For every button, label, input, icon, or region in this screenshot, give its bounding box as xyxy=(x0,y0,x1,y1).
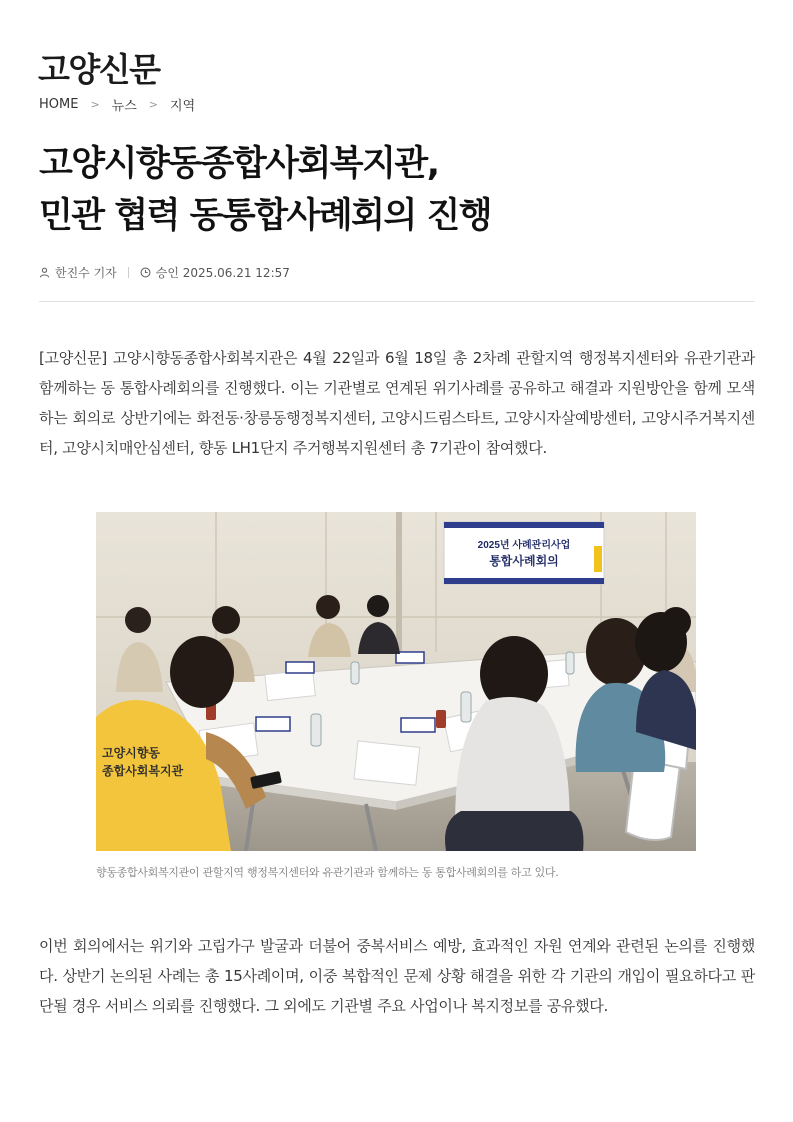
article-photo[interactable] xyxy=(96,512,696,851)
breadcrumb xyxy=(39,95,195,113)
banner-line-1: 2025년 사례관리사업 xyxy=(477,540,571,551)
meeting-photo-illustration xyxy=(96,512,696,851)
vest-print-line-2: 종합사회복지관 xyxy=(102,764,184,778)
article-paragraph-2: 이번 회의에서는 위기와 고립가구 발굴과 더불어 중복서비스 예방, 효과적인 자원 연계와 관련된 논의를 진행했다. 상반기 논의된 사례는 총 15사례이며, 이중 복합적인 문제 상황 해결을 위한 각 기관의 개입이 필요하다고 판단될 경우 서비스 의뢰를 진행했다. 그 외에도 기관별 주요 사업이나 복지정보를 공유했다. xyxy=(39,937,755,1015)
chevron-right-icon: > xyxy=(90,97,100,111)
photo-caption: 향동종합사회복지관이 관할지역 행정복지센터와 유관기관과 함께하는 동 통합사례회의를 하고 있다. xyxy=(96,866,559,879)
person-icon xyxy=(39,267,50,278)
article-approved-date: 승인 2025.06.21 12:57 xyxy=(155,265,290,280)
article-title xyxy=(39,138,759,242)
breadcrumb-region-link[interactable]: 지역 xyxy=(170,98,196,114)
article-title-line-1: 고양시향동종합사회복지관, xyxy=(39,144,439,184)
article-paragraph-1: [고양신문] 고양시향동종합사회복지관은 4월 22일과 6월 18일 총 2차례 관할지역 행정복지센터와 유관기관과 함께하는 동 통합사례회의를 진행했다. 이는 기관별로 연계된 위기사례를 공유하고 해결과 지원방안을 함께 모색하는 회의로 상반기에는 화전동·창릉동행정복지센터, 고양시드림스타트, 고양시자살예방센터, 고양시주거복지센터, 고양시치매안심센터, 향동 LH1단지 주거행복지원센터 총 7기관이 참여했다. xyxy=(39,349,755,457)
meeting-banner xyxy=(444,522,604,584)
breadcrumb-home-link[interactable]: HOME xyxy=(39,96,79,112)
header-divider xyxy=(39,301,755,302)
vest-print-line-1: 고양시향동 xyxy=(102,746,160,760)
chevron-right-icon: > xyxy=(148,97,159,111)
breadcrumb-news-link[interactable]: 뉴스 xyxy=(111,98,137,114)
article-meta xyxy=(39,263,290,281)
site-logo[interactable]: 고양신문 xyxy=(38,50,160,89)
article-title-line-2: 민관 협력 동통합사례회의 진행 xyxy=(39,196,492,236)
article-author[interactable]: 한진수 기자 xyxy=(55,265,117,280)
banner-line-2: 통합사례회의 xyxy=(489,554,559,568)
meta-divider xyxy=(128,267,129,278)
clock-icon xyxy=(140,267,151,278)
